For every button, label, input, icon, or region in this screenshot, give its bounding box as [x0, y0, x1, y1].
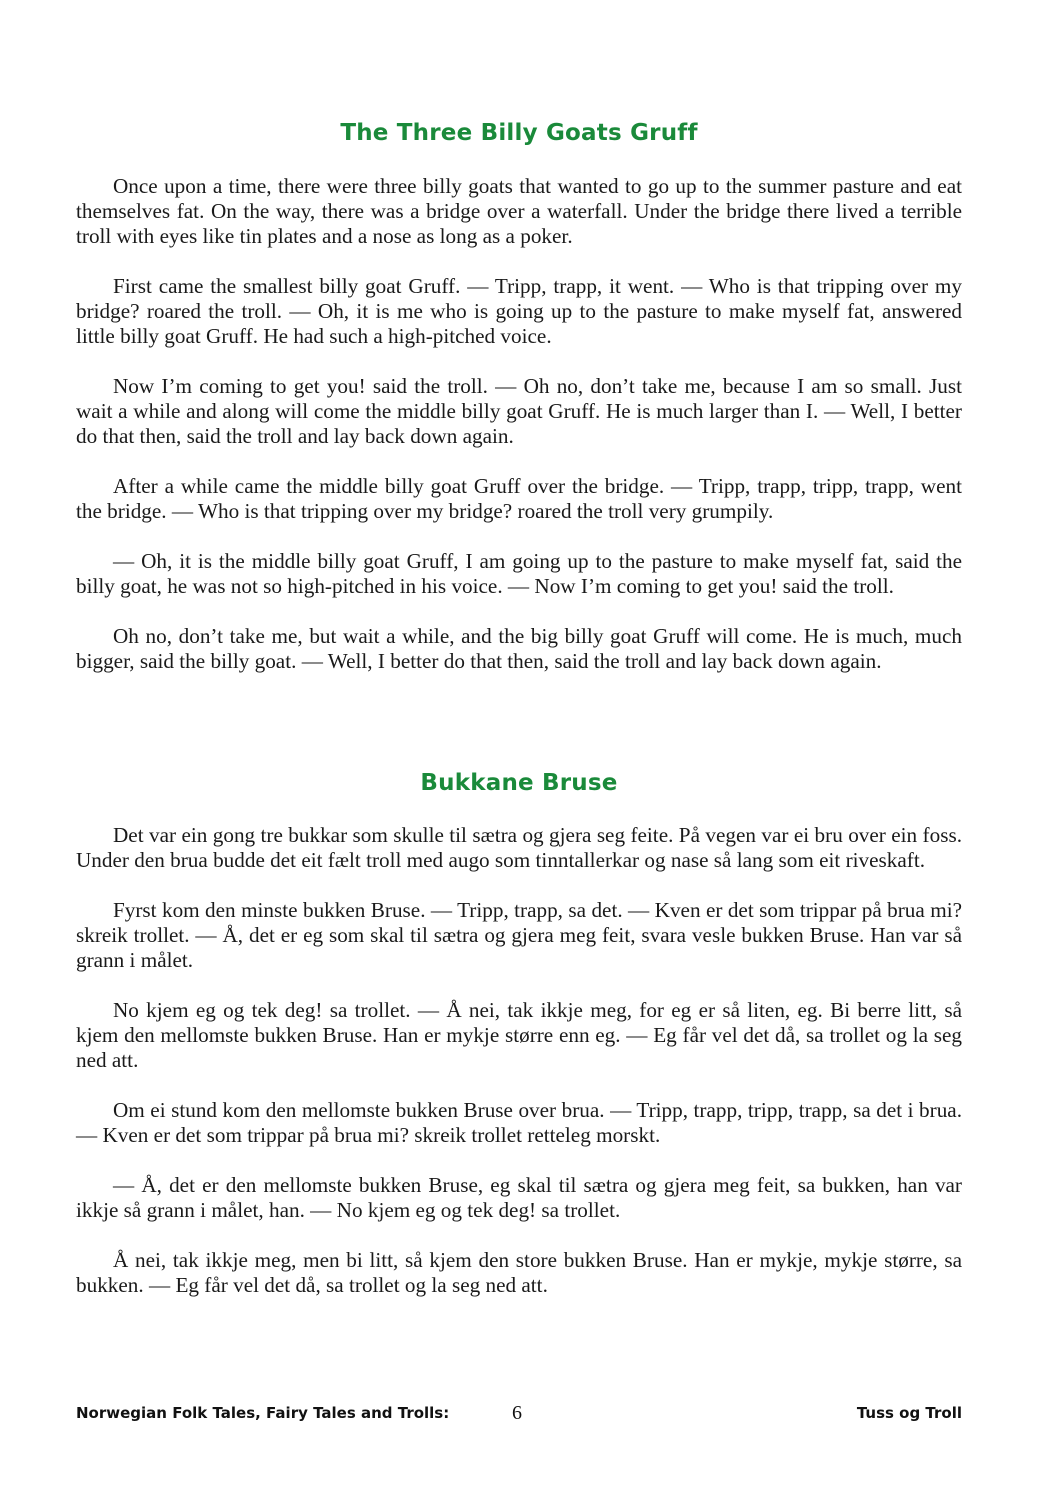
section-title-english: The Three Billy Goats Gruff: [340, 120, 698, 146]
norwegian-story-section: [76, 823, 962, 1323]
story-paragraph: After a while came the middle billy goat Gruff over the bridge. — Tripp, trapp, tripp, trapp, went the bridge. — Who is that tripping over my bridge? roared the troll very grumpily.: [76, 474, 962, 523]
story-paragraph: Oh no, don’t take me, but wait a while, and the big billy goat Gruff will come. He is much, much bigger, said the billy goat. — Well, I better do that then, said the troll and lay back down again.: [76, 624, 962, 673]
story-paragraph: Å nei, tak ikkje meg, men bi litt, så kjem den store bukken Bruse. Han er mykje, mykje større, sa bukken. — Eg får vel det då, sa trollet og la seg ned att.: [76, 1248, 962, 1297]
english-story-section: [76, 174, 962, 699]
footer-book-title: Norwegian Folk Tales, Fairy Tales and Trolls:: [76, 1404, 450, 1422]
footer-chapter-title: Tuss og Troll: [856, 1404, 962, 1422]
section-title-norwegian: Bukkane Bruse: [420, 770, 618, 796]
story-paragraph: No kjem eg og tek deg! sa trollet. — Å nei, tak ikkje meg, for eg er så liten, eg. Bi berre litt, så kjem den mellomste bukken Bruse. Han er mykje større enn eg. — Eg får vel det då, sa trollet og la seg ned att.: [76, 998, 962, 1072]
page-number: 6: [512, 1402, 522, 1424]
story-paragraph: — Å, det er den mellomste bukken Bruse, eg skal til sætra og gjera meg feit, sa bukken, han var ikkje så grann i målet, han. — No kjem eg og tek deg! sa trollet.: [76, 1173, 962, 1222]
story-paragraph: First came the smallest billy goat Gruff. — Tripp, trapp, it went. — Who is that tripping over my bridge? roared the troll. — Oh, it is me who is going up to the pasture to make myself fat, answered little billy goat Gruff. He had such a high-pitched voice.: [76, 274, 962, 348]
story-paragraph: Now I’m coming to get you! said the troll. — Oh no, don’t take me, because I am so small. Just wait a while and along will come the middle billy goat Gruff. He is much larger than I. — Well, I better do that then, said the troll and lay back down again.: [76, 374, 962, 448]
document-page: [76, 0, 962, 1500]
story-paragraph: Om ei stund kom den mellomste bukken Bruse over brua. — Tripp, trapp, tripp, trapp, sa det i brua. — Kven er det som trippar på brua mi? skreik trollet retteleg morskt.: [76, 1098, 962, 1147]
story-paragraph: — Oh, it is the middle billy goat Gruff, I am going up to the pasture to make myself fat, said the billy goat, he was not so high-pitched in his voice. — Now I’m coming to get you! said the troll.: [76, 549, 962, 598]
story-paragraph: Once upon a time, there were three billy goats that wanted to go up to the summer pasture and eat themselves fat. On the way, there was a bridge over a waterfall. Under the bridge there lived a terrible troll with eyes like tin plates and a nose as long as a poker.: [76, 174, 962, 248]
story-paragraph: Det var ein gong tre bukkar som skulle til sætra og gjera seg feite. På vegen var ei bru over ein foss. Under den brua budde det eit fælt troll med augo som tinntallerkar og nase så lang som eit riveskaft.: [76, 823, 962, 872]
story-paragraph: Fyrst kom den minste bukken Bruse. — Tripp, trapp, sa det. — Kven er det som trippar på brua mi? skreik trollet. — Å, det er eg som skal til sætra og gjera meg feit, svara vesle bukken Bruse. Han var så grann i målet.: [76, 898, 962, 972]
page-footer: [76, 1402, 962, 1428]
